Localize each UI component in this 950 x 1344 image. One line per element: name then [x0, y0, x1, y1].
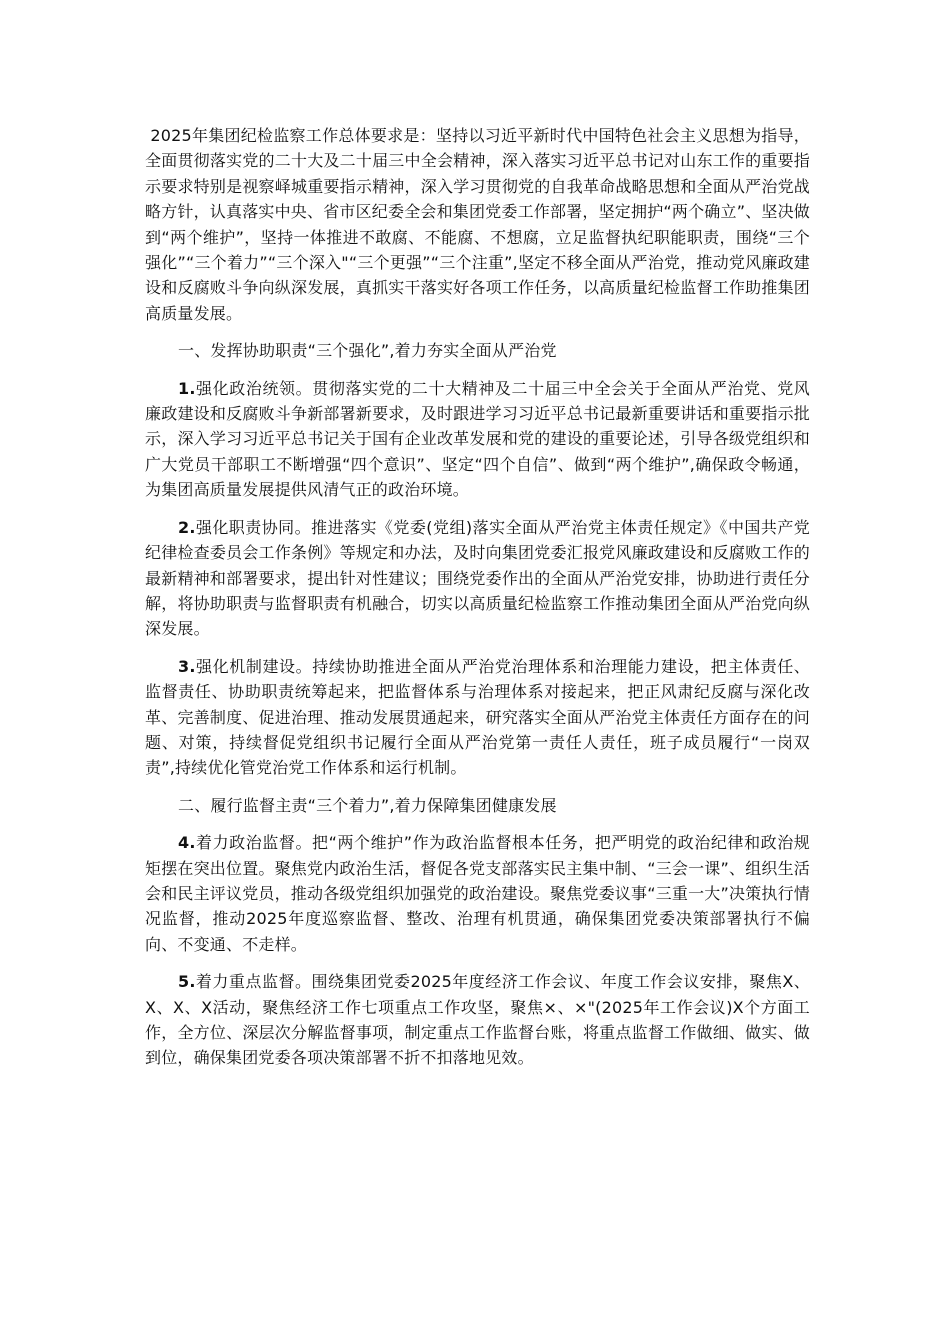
item-5-paragraph [145, 969, 810, 1071]
item-5-text: 着力重点监督。围绕集团党委2025年度经济工作会议、年度工作会议安排，聚焦X、X、X、X活动，聚焦经济工作七项重点工作攻坚，聚焦×、×"(2025年工作会议)X个方面工作，全方位、深层次分解监督事项，制定重点工作监督台账，将重点监督工作做细、做实、做到位，确保集团党委各项决策部署不折不扣落地见效。 [145, 972, 810, 1068]
item-4-number: 4. [178, 833, 196, 853]
intro-paragraph: 2025年集团纪检监察工作总体要求是：坚持以习近平新时代中国特色社会主义思想为指导，全面贯彻落实党的二十大及二十届三中全会精神，深入落实习近平总书记对山东工作的重要指示要求特别是视察峄城重要指示精神，深入学习贯彻党的自我革命战略思想和全面从严治党战略方针，认真落实中央、省市区纪委全会和集团党委工作部署，坚定拥护“两个确立”、坚决做到“两个维护”，坚持一体推进不敢腐、不能腐、不想腐，立足监督执纪职能职责，围绕“三个强化”“三个着力”“三个深入"“三个更强”“三个注重”,坚定不移全面从严治党，推动党风廉政建设和反腐败斗争向纵深发展，真抓实干落实好各项工作任务，以高质量纪检监督工作助推集团高质量发展。 [145, 126, 810, 323]
section-heading-2: 二、履行监督主责“三个着力”,着力保障集团健康发展 [178, 795, 557, 815]
item-1-text: 强化政治统领。贯彻落实党的二十大精神及二十届三中全会关于全面从严治党、党风廉政建设和反腐败斗争新部署新要求，及时跟进学习习近平总书记最新重要讲话和重要指示批示，深入学习习近平总书记关于国有企业改革发展和党的建设的重要论述，引导各级党组织和广大党员干部职工不断增强“四个意识”、坚定“四个自信”、做到“两个维护”,确保政令畅通，为集团高质量发展提供风清气正的政治环境。 [145, 378, 810, 500]
item-3-text: 强化机制建设。持续协助推进全面从严治党治理体系和治理能力建设，把主体责任、监督责任、协助职责统筹起来，把监督体系与治理体系对接起来，把正风肃纪反腐与深化改革、完善制度、促进治理、推动发展贯通起来，研究落实全面从严治党主体责任方面存在的问题、对策，持续督促党组织书记履行全面从严治党第一责任人责任，班子成员履行“一岗双责”,持续优化管党治党工作体系和运行机制。 [145, 656, 810, 778]
item-2-paragraph [145, 515, 810, 642]
item-5-number: 5. [178, 972, 196, 992]
document-page [145, 123, 810, 1083]
item-2-number: 2. [178, 517, 196, 537]
item-3-paragraph [145, 654, 810, 781]
item-1-number: 1. [178, 378, 196, 398]
item-3-number: 3. [178, 656, 196, 676]
item-2-text: 强化职责协同。推进落实《党委(党组)落实全面从严治党主体责任规定》《中国共产党纪律检查委员会工作条例》等规定和办法，及时向集团党委汇报党风廉政建设和反腐败工作的最新精神和部署要求，提出针对性建议；围绕党委作出的全面从严治党安排，协助进行责任分解，将协助职责与监督职责有机融合，切实以高质量纪检监察工作推动集团全面从严治党向纵深发展。 [145, 517, 810, 639]
item-4-text: 着力政治监督。把“两个维护”作为政治监督根本任务，把严明党的政治纪律和政治规矩摆在突出位置。聚焦党内政治生活，督促各党支部落实民主集中制、“三会一课”、组织生活会和民主评议党员，推动各级党组织加强党的政治建设。聚焦党委议事“三重一大”决策执行情况监督，推动2025年度巡察监督、整改、治理有机贯通，确保集团党委决策部署执行不偏向、不变通、不走样。 [145, 833, 810, 954]
section-heading-1: 一、发挥协助职责“三个强化”,着力夯实全面从严治党 [178, 341, 557, 361]
item-4-paragraph [145, 830, 810, 957]
item-1-paragraph [145, 376, 810, 503]
